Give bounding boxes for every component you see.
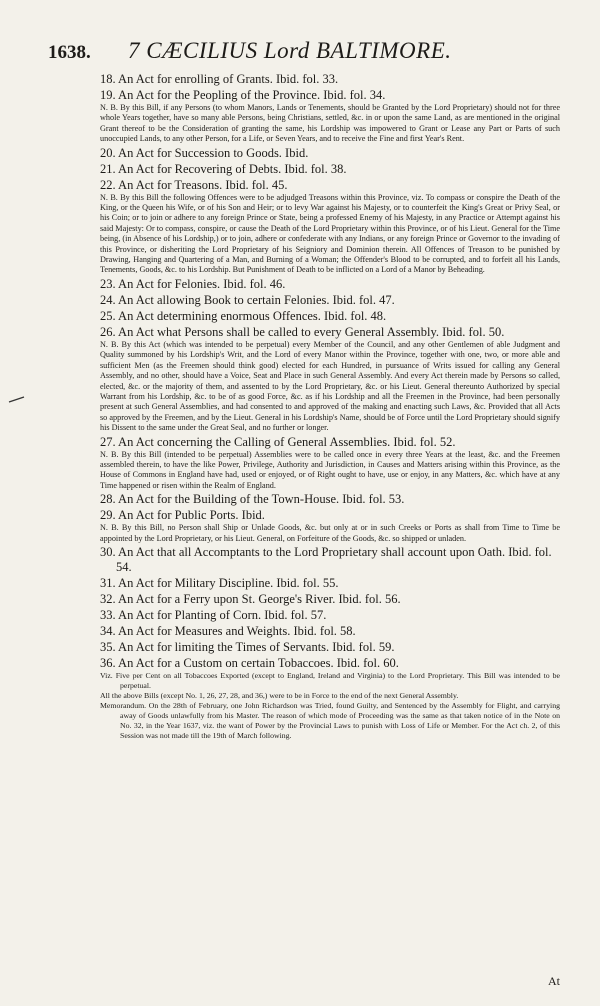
- page-title: 7 CÆCILIUS Lord BALTIMORE.: [128, 38, 452, 63]
- act-entry-18: 18. An Act for enrolling of Grants. Ibid. fol. 33.: [100, 72, 339, 86]
- act-entry-36: 36. An Act for a Custom on certain Tobaccoes. Ibid. fol. 60.: [100, 655, 399, 670]
- note-paragraph-29: N. B. By this Bill, no Person shall Ship or Unlade Goods, &c. but only at or in such Creeks or Ports as shall from Time to Time be appointed by the Lord Proprietary, or his Lieut. General, on Forfeiture of the Goods, &c. so shipped or unladen.: [100, 523, 560, 543]
- act-entry-33: 33. An Act for Planting of Corn. Ibid. fol. 57.: [100, 607, 327, 622]
- catchword: At: [548, 974, 560, 988]
- act-entry-30: 30. An Act that all Accomptants to the Lord Proprietary shall account upon Oath. Ibid. fol. 54.: [100, 544, 552, 574]
- note-paragraph-26: N. B. By this Act (which was intended to be perpetual) every Member of the Council, and any other Gentlemen of able Judgment and Quality summoned by his Lordship's Writ, and the Lord of every Manor within the Province, together with one, two, or more able and sufficient Men (as the Freemen should think good) elected for each Hundred, in pursuance of Writs issued for calling any General Assembly, and no other, should have a Voice, Seat and Place in such General Assembly. And every Act therein made by Persons so called, elected, &c. or the majority of them, and assented to by the Lord Proprietary, &c. or his Lieut. General thereunto Authorized by special Warrant from his Lordship, &c. to be of as good Force, &c. as if his Lordship and all the Freemen in the Province, had been personally present at such General Assemblies, and had consented to and approved of the making and enacting such Laws, &c. Provided that all Acts so approved by the Freemen, and by the Lieut. General in his Lordship's Name, should be of Force until the Lord Proprietary should signify his Dissent to the same under the Great Seal, and no further or longer.: [100, 339, 560, 433]
- document-body: [100, 71, 560, 741]
- running-header: [48, 34, 558, 66]
- act-entry-32: 32. An Act for a Ferry upon St. George's River. Ibid. fol. 56.: [100, 591, 401, 606]
- act-entry-31: 31. An Act for Military Discipline. Ibid. fol. 55.: [100, 575, 339, 590]
- memorandum-note: Memorandum. On the 28th of February, one John Richardson was Tried, found Guilty, and Sentenced by the Assembly for Flight, and carrying away of Goods unlawfully from his Master. The reason of which mode of Proceeding was the same as that taken notice of in the Note on No. 32, in the Year 1637, viz. the want of Power by the Provincial Laws to punish with Loss of Life or Member. For the Act ch. 2, of this Session was not made till the 19th of March following.: [100, 700, 560, 740]
- act-entry-34: 34. An Act for Measures and Weights. Ibid. fol. 58.: [100, 623, 356, 638]
- act-entry-19: 19. An Act for the Peopling of the Province. Ibid. fol. 34.: [100, 88, 386, 102]
- act-entry-28: 28. An Act for the Building of the Town-House. Ibid. fol. 53.: [100, 492, 405, 507]
- act-entry-25: 25. An Act determining enormous Offences. Ibid. fol. 48.: [100, 308, 387, 323]
- bills-force-note: All the above Bills (except No. 1, 26, 27, 28, and 36,) were to be in Force to the end of the next General Assembly.: [100, 690, 459, 700]
- act-entry-20: 20. An Act for Succession to Goods. Ibid.: [100, 145, 309, 160]
- page-year: 1638.: [48, 42, 91, 63]
- act-entry-35: 35. An Act for limiting the Times of Servants. Ibid. fol. 59.: [100, 639, 395, 654]
- act-entry-24: 24. An Act allowing Book to certain Felonies. Ibid. fol. 47.: [100, 292, 395, 307]
- note-paragraph-19: N. B. By this Bill, if any Persons (to whom Manors, Lands or Tenements, should be Granted by the Lord Proprietary) should not for three whole Years together, have so many able Persons, being Christians, settled, &c. in or upon the same Land, as are mentioned in the original Grant thereof to be the Consideration of granting the same, his Lordship was impowered to Grant or Lease any Part or Parts of such unoccupied Lands, to any other Person, for a Life, or Seven Years, and to receive the Fine and first Year's Rent.: [100, 103, 560, 144]
- custom-note: Viz. Five per Cent on all Tobaccoes Exported (except to England, Ireland and Virginia) to the Lord Proprietary. This Bill was intended to be perpetual.: [100, 670, 560, 690]
- act-entry-27: 27. An Act concerning the Calling of General Assemblies. Ibid. fol. 52.: [100, 434, 456, 449]
- act-entry-23: 23. An Act for Felonies. Ibid. fol. 46.: [100, 276, 286, 291]
- margin-mark-icon: [8, 396, 26, 404]
- act-entry-22: 22. An Act for Treasons. Ibid. fol. 45.: [100, 177, 288, 192]
- act-entry-29: 29. An Act for Public Ports. Ibid.: [100, 508, 265, 523]
- act-entry-26: 26. An Act what Persons shall be called to every General Assembly. Ibid. fol. 50.: [100, 324, 505, 339]
- note-paragraph-22: N. B. By this Bill the following Offences were to be adjudged Treasons within this Province, viz. To compass or conspire the Death of the King, or the Queen his Wife, or of his Son and Heir; or to levy War against his Majesty, or to counterfeit the King's Great or Privy Seal, or his Coin; or to join or adhere to any foreign Prince or State, being a professed Enemy of his Majesty, in any Practice or Attempt against his said Majesty: Or to compass, conspire, or cause the Death of the Lord Proprietary within this Province, or of his Lieut. General for the Time being, (in Absence of his Lordship,) or to join, adhere or confederate with any Indians, or any foreign Prince or Governor to the invading of this Province, or disheriting the Lord Proprietary of his Seigniory and Dominion therein. All Offences of Treason to be punished by Drawing, Hanging and Quartering of a Man, and Burning of a Woman; the Offender's Blood to be corrupted, and to forfeit all his Lands, Tenements, Goods, &c. to his Lordship. But Punishment of Death to be inflicted on a Lord of a Manor by Beheading.: [100, 192, 560, 275]
- act-entry-21: 21. An Act for Recovering of Debts. Ibid. fol. 38.: [100, 161, 347, 176]
- note-paragraph-27: N. B. By this Bill (intended to be perpetual) Assemblies were to be called once in every three Years at the least, &c. and the Freemen assembled therein, to have the like Power, Privilege, Authority and Jurisdiction, in Causes and Matters arising within this Province, as the House of Commons in England have had, used or enjoyed, or of Right ought to have, use or enjoy, in any Matters, &c. which have at any Time happened or risen within the Realm of England.: [100, 449, 560, 490]
